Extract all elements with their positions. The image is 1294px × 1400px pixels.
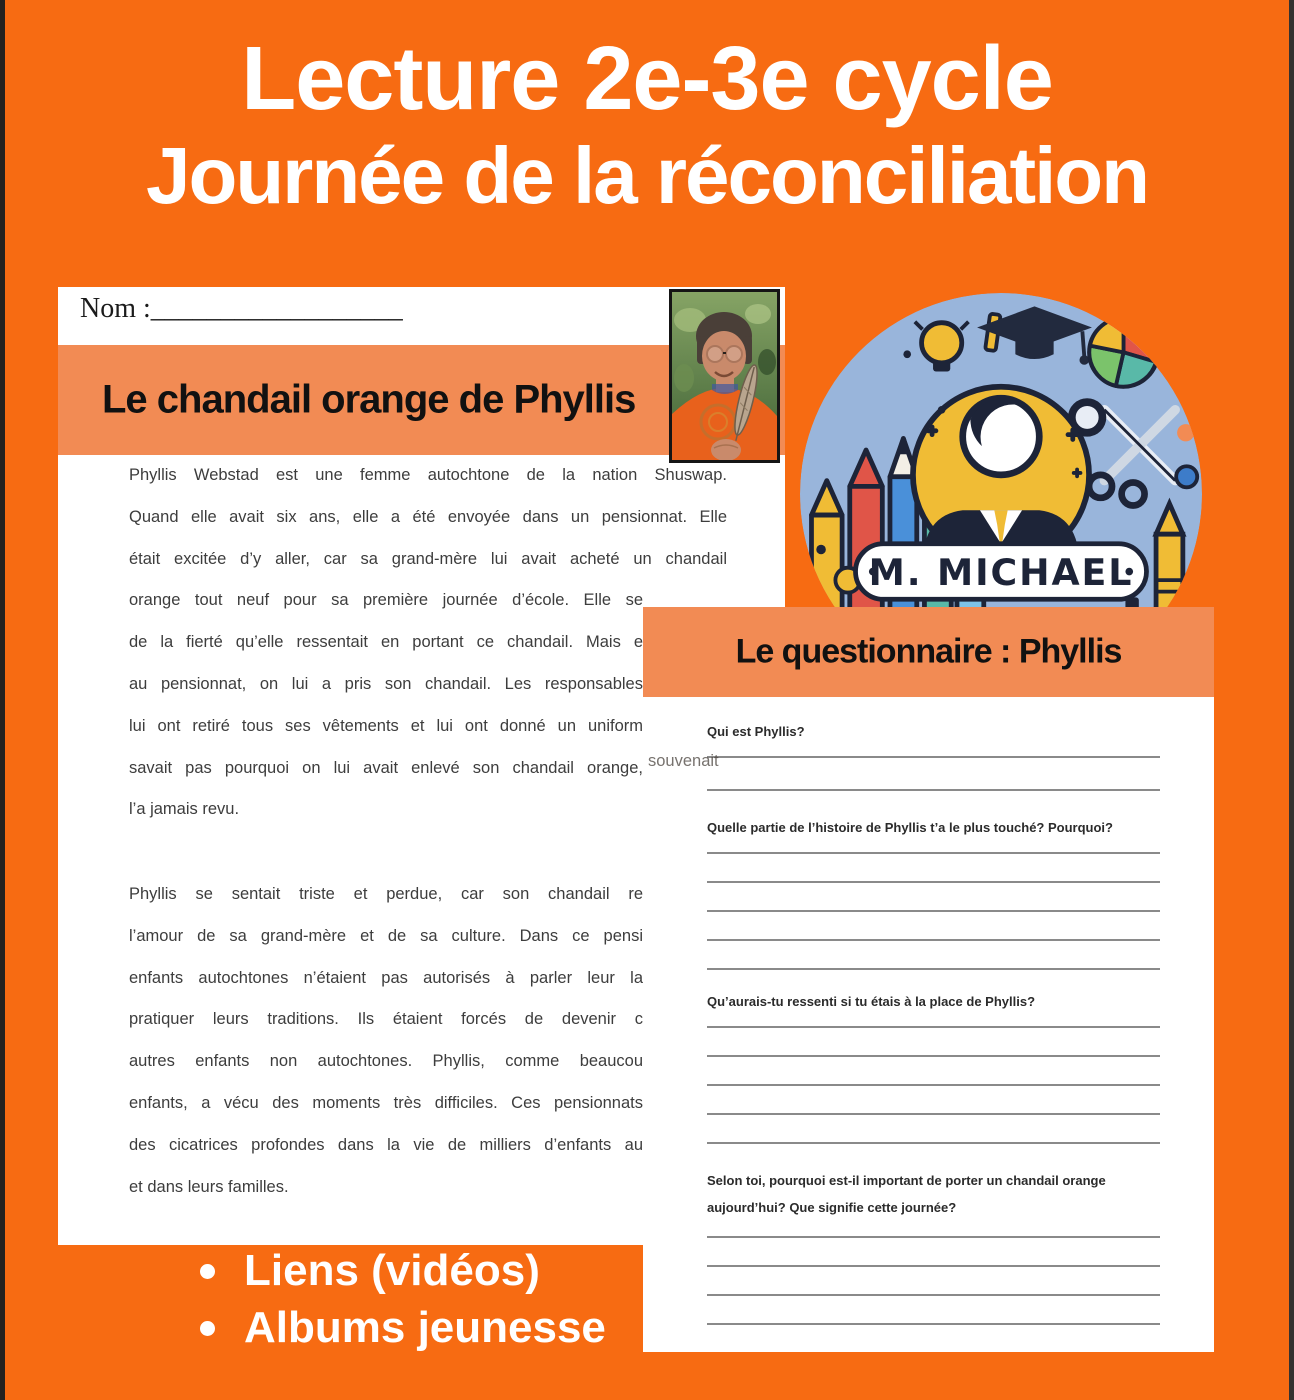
logo-name-pill bbox=[856, 544, 1147, 600]
question-block-4 bbox=[707, 1167, 1177, 1325]
question-label: Quelle partie de l’histoire de Phyllis t’a le plus touché? Pourquoi? bbox=[707, 820, 1113, 835]
story-line: Phyllis se sentait triste et perdue, car son chandail re bbox=[129, 885, 643, 903]
bullet-label: Liens (vidéos) bbox=[244, 1246, 540, 1295]
answer-line bbox=[707, 881, 1160, 883]
answer-line bbox=[707, 1236, 1160, 1238]
answer-line bbox=[707, 1142, 1160, 1144]
story-line: Phyllis Webstad est une femme autochtone de la nation Shuswap. bbox=[129, 466, 727, 484]
question-label: Qui est Phyllis? bbox=[707, 724, 805, 739]
answer-line bbox=[707, 756, 1160, 758]
phyllis-photo-illustration bbox=[672, 292, 777, 460]
story-line: autres enfants non autochtones. Phyllis, comme beaucou bbox=[129, 1052, 643, 1071]
questionnaire-title-banner bbox=[643, 607, 1214, 697]
answer-line bbox=[707, 910, 1160, 912]
color-wheel-icon bbox=[1089, 318, 1158, 387]
story-line: et dans leurs familles. bbox=[129, 1177, 289, 1196]
cover-title bbox=[5, 30, 1289, 223]
question-block-3 bbox=[707, 993, 1177, 1144]
questionnaire-title: Le questionnaire : Phyllis bbox=[735, 632, 1122, 671]
story-line: savait pas pourquoi on lui avait enlevé son chandail orange, bbox=[129, 758, 643, 777]
story-line: l’amour de sa grand-mère et de sa culture. Dans ce pensi bbox=[129, 926, 643, 945]
answer-line bbox=[707, 939, 1160, 941]
story-line: pratiquer leurs traditions. Ils étaient forcés de devenir c bbox=[129, 1010, 643, 1029]
bullet-item bbox=[186, 1299, 606, 1356]
bullet-label: Albums jeunesse bbox=[244, 1303, 606, 1352]
name-label: Nom : bbox=[80, 293, 151, 324]
story-line: orange tout neuf pour sa première journée d’école. Elle se bbox=[129, 591, 643, 610]
phyllis-webstad-photo bbox=[669, 289, 780, 463]
question-block-2 bbox=[707, 819, 1177, 970]
answer-line bbox=[707, 1113, 1160, 1115]
question-block-1 bbox=[707, 723, 1177, 791]
questionnaire-page bbox=[643, 607, 1214, 1352]
story-line: au pensionnat, on lui a pris son chandail. Les responsables bbox=[129, 674, 643, 693]
story-line: enfants autochtones n’étaient pas autorisés à parler leur la bbox=[129, 968, 643, 987]
answer-line bbox=[707, 852, 1160, 854]
name-line bbox=[80, 293, 403, 325]
story-line: lui ont retiré tous ses vêtements et lui ont donné un uniform bbox=[129, 716, 643, 735]
bullet-dot-icon bbox=[200, 1321, 215, 1336]
story-line: était excitée d’y aller, car sa grand-mère lui avait acheté un chandail bbox=[129, 549, 727, 568]
story-line: enfants, a vécu des moments très difficiles. Ces pensionnats bbox=[129, 1093, 643, 1112]
story-line: des cicatrices profondes dans la vie de milliers d’enfants au bbox=[129, 1135, 643, 1154]
right-edge-strip bbox=[1289, 0, 1294, 1400]
answer-line bbox=[707, 968, 1160, 970]
cover-title-line2: Journée de la réconciliation bbox=[145, 131, 1149, 220]
overlapping-word: souvenait bbox=[648, 752, 719, 770]
name-blank: __________________ bbox=[150, 293, 403, 324]
answer-line bbox=[707, 1294, 1160, 1296]
answer-line bbox=[707, 789, 1160, 791]
story-line: l’a jamais revu. bbox=[129, 800, 240, 819]
story-paragraph-1 bbox=[129, 455, 727, 831]
answer-line bbox=[707, 1265, 1160, 1267]
question-label: Qu’aurais-tu ressenti si tu étais à la place de Phyllis? bbox=[707, 994, 1036, 1009]
cover-title-line1: Lecture 2e-3e cycle bbox=[241, 29, 1053, 129]
story-paragraph-2 bbox=[129, 874, 727, 1208]
answer-line bbox=[707, 1055, 1160, 1057]
contents-bullet-list bbox=[186, 1242, 606, 1356]
answer-line bbox=[707, 1084, 1160, 1086]
bullet-dot-icon bbox=[200, 1264, 215, 1279]
story-line: Quand elle avait six ans, elle a été envoyée dans un pensionnat. Elle bbox=[129, 507, 727, 526]
answer-line bbox=[707, 1026, 1160, 1028]
logo-name-text: M. MICHAEL bbox=[868, 550, 1134, 594]
teacher-avatar bbox=[913, 387, 1089, 566]
question-label: Selon toi, pourquoi est-il important de porter un chandail orange aujourd’hui? Que signifie cette journée? bbox=[707, 1173, 1106, 1215]
story-line: de la fierté qu’elle ressentait en portant ce chandail. Mais e bbox=[129, 633, 643, 652]
bullet-item bbox=[186, 1242, 606, 1299]
story-title: Le chandail orange de Phyllis bbox=[102, 377, 636, 422]
answer-line bbox=[707, 1323, 1160, 1325]
